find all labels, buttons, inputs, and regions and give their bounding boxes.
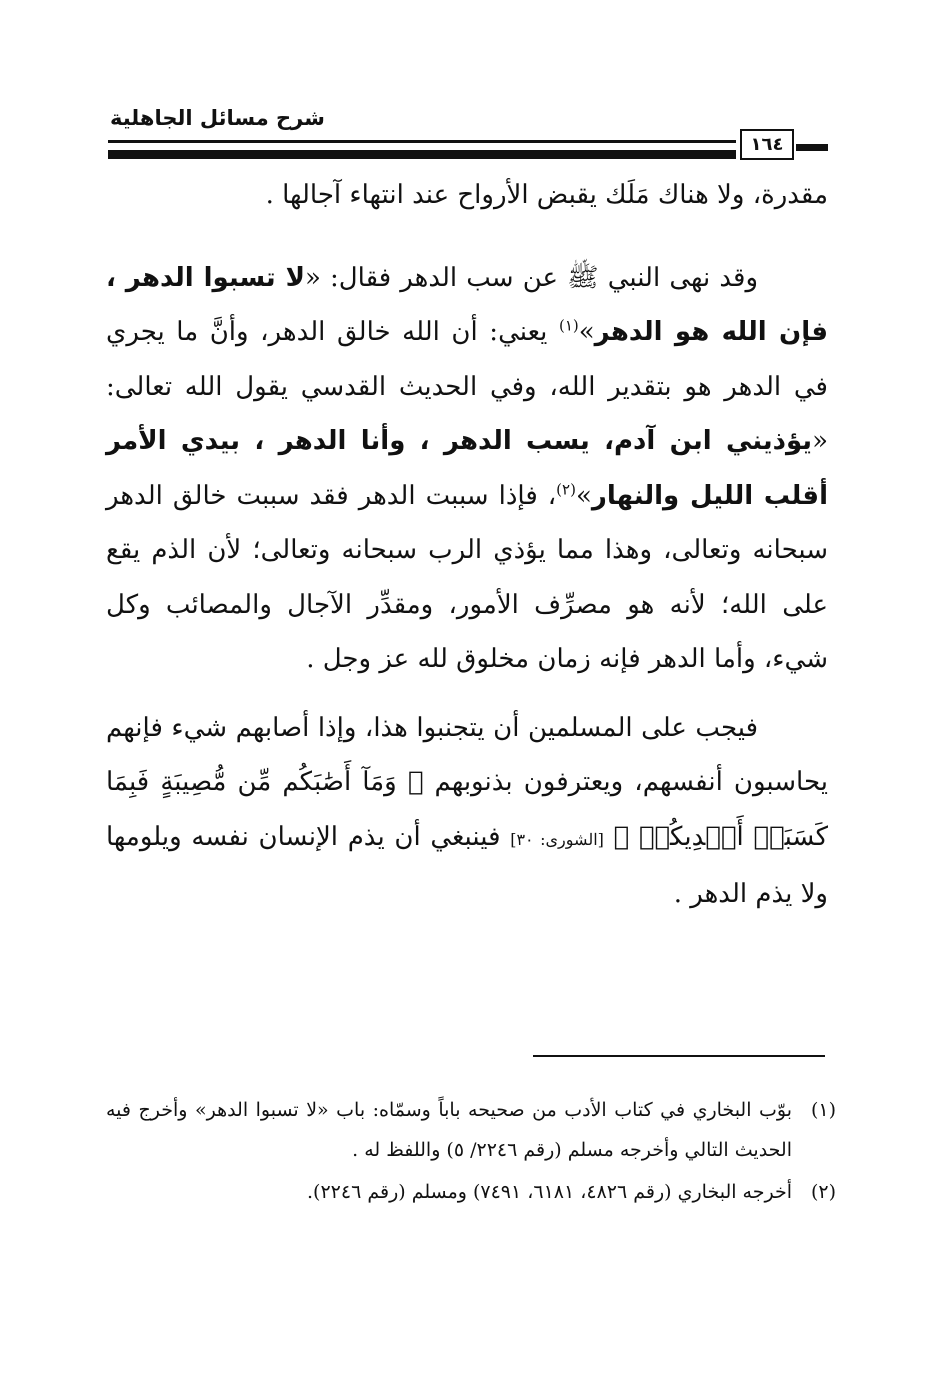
footnote-marker-2[interactable]: (٢) (556, 479, 576, 498)
running-header-title: شرح مسائل الجاهلية (110, 106, 325, 130)
quote-close-2: » (575, 480, 592, 511)
paragraph-1 (106, 168, 828, 223)
paragraph-3-text: فيجب على المسلمين أن يتجنبوا هذا، وإذا أصابهم شيء فإنهم يحاسبون أنفسهم، ويعترفون بذنوبهم ﴿ وَمَآ أَصَٰبَكُم مِّن مُّصِيبَةٍ فَبِمَا كَسَبَتۡ أَيۡدِيكُمۡ ﴾ (106, 712, 828, 852)
footnote-marker-1[interactable]: (١) (558, 316, 579, 335)
paragraph-2 (106, 251, 828, 687)
paragraph-2-conclusion: ، فإذا سببت الدهر فقد سببت خالق الدهر سبحانه وتعالى، وهذا مما يؤذي الرب سبحانه وتعالى؛ لأن الذم يقع على الله؛ لأنه هو مصرِّف الأمور، ومقدِّر الآجال والمصائب وكل شيء، وأما الدهر فإنه زمان مخلوق لله عز وجل . (106, 480, 828, 674)
paragraph-2-intro: وقد نهى النبي ﷺ عن سب الدهر فقال: « (304, 262, 758, 293)
hadith-quote-2: يؤذيني ابن آدم، يسب الدهر ، وأنا الدهر ، بيدي الأمر أقلب الليل والنهار (106, 426, 828, 511)
body-text (106, 168, 828, 936)
paragraph-3-conclusion: فينبغي أن يذم الإنسان نفسه ويلومها ولا يذم الدهر . (106, 821, 828, 909)
header-rule-thick (108, 150, 736, 159)
header-rule-right (796, 144, 828, 151)
footnote-1-number: (١) (810, 1099, 836, 1121)
page-number: ١٦٤ (740, 129, 794, 160)
paragraph-1-text: مقدرة، ولا هناك مَلَك يقبض الأرواح عند انتهاء آجالها . (265, 180, 828, 210)
quote-close-1: » (578, 317, 595, 347)
paragraph-3 (106, 701, 828, 922)
footnote-1 (106, 1090, 836, 1170)
footnote-separator (533, 1055, 825, 1057)
footnote-2 (106, 1172, 836, 1212)
quran-reference: [الشورى: ٣٠] (510, 829, 604, 849)
footnote-1-text: بوّب البخاري في كتاب الأدب من صحيحه باباً وسمّاه: باب «لا تسبوا الدهر» وأخرج فيه الحديث التالي وأخرجه مسلم (رقم ٢٢٤٦/ ٥) واللفظ له . (106, 1099, 792, 1161)
hadith-quote-1: لا تسبوا الدهر ، فإن الله هو الدهر (106, 262, 828, 347)
footnotes (106, 1090, 836, 1214)
header-rule-thin (108, 140, 736, 143)
paragraph-2-explanation: يعني: أن الله خالق الدهر، وأنَّ ما يجري في الدهر هو بتقدير الله، وفي الحديث القدسي يقول الله تعالى: « (106, 317, 828, 456)
footnote-2-number: (٢) (810, 1181, 836, 1203)
footnote-2-text: أخرجه البخاري (رقم ٤٨٢٦، ٦١٨١، ٧٤٩١) ومسلم (رقم ٢٢٤٦). (307, 1181, 792, 1203)
